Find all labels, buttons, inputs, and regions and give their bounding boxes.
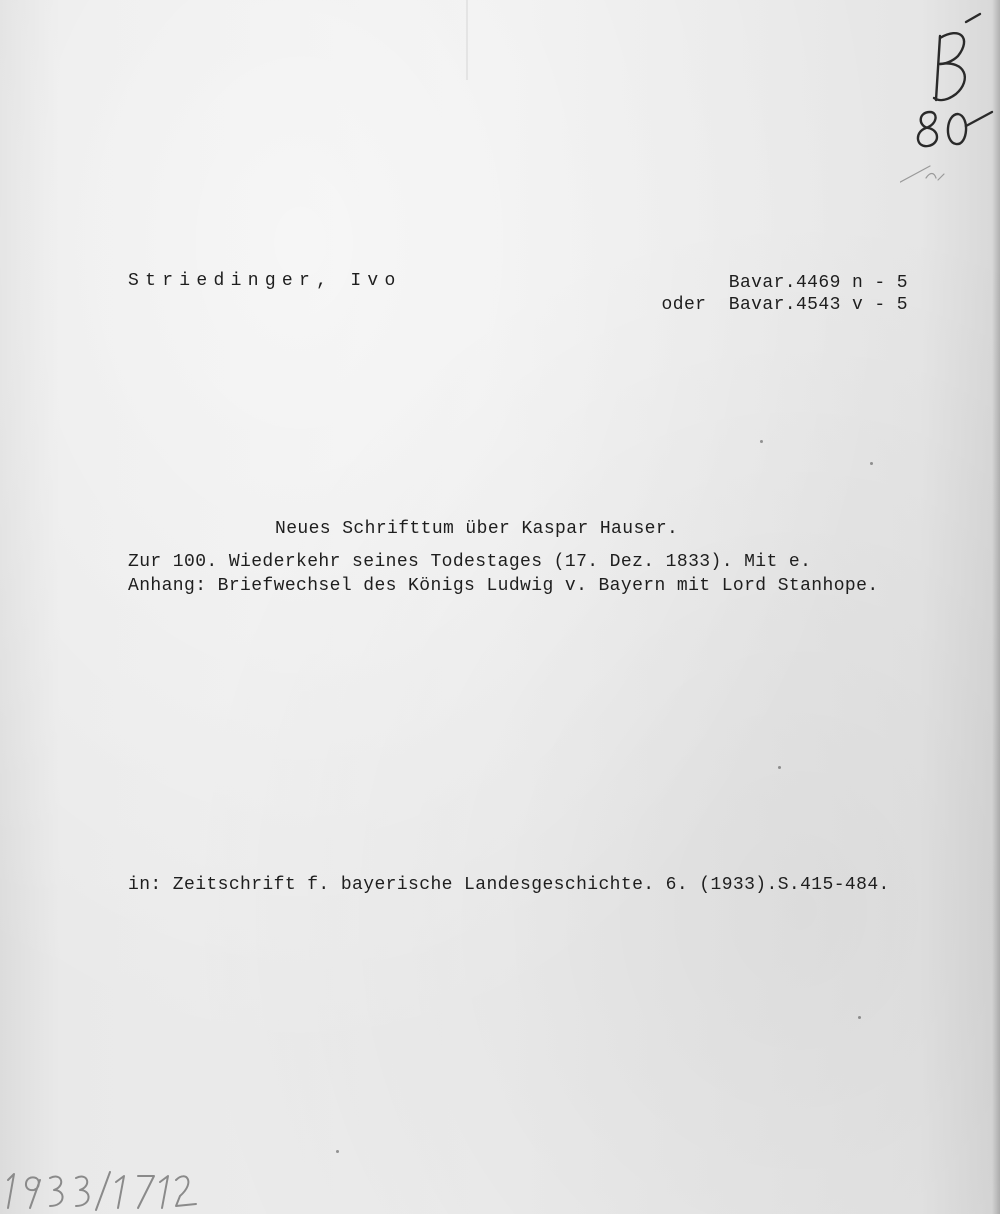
work-subtitle-line-1: Zur 100. Wiederkehr seines Todestages (17. Dez. 1833). Mit e. [128,552,812,572]
paper-speck [778,766,781,769]
shelfmark-primary: Bavar.4469 n - 5 [728,273,908,293]
paper-speck [336,1150,339,1153]
paper-speck [760,440,763,443]
handwritten-annotation-bottom-left [0,1168,210,1214]
work-title: Neues Schrifttum über Kaspar Hauser. [275,519,679,539]
paper-speck [858,1016,861,1019]
source-citation: in: Zeitschrift f. bayerische Landesgeschichte. 6. (1933).S.415-484. [128,875,890,895]
work-subtitle-line-2: Anhang: Briefwechsel des Königs Ludwig v. Bayern mit Lord Stanhope. [128,576,879,596]
author-name: Striedinger, Ivo [128,271,402,291]
paper-speck [870,462,873,465]
paper-crease [466,0,468,80]
handwritten-annotation-top-right [900,8,1000,198]
shelfmark-alternative: oder Bavar.4543 v - 5 [661,295,908,315]
